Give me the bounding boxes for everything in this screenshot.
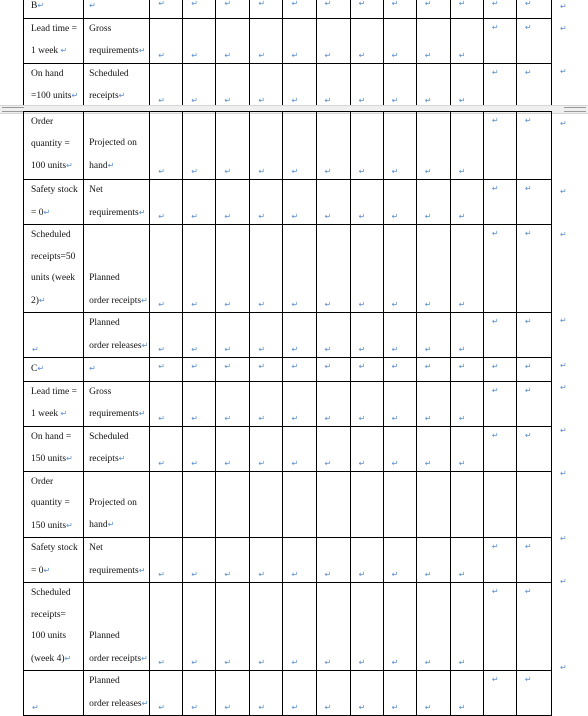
net-requirements-label: Net requirements↵ xyxy=(84,538,150,583)
row-end-mark: ↵ xyxy=(560,187,567,196)
item-b-scheduled-receipts-row: On hand =100 units↵ Scheduled receipts↵ ↵ ↵ ↵ ↵ ↵ ↵ ↵ ↵ ↵ ↵ ↵ ↵ xyxy=(24,63,552,108)
item-c-scheduled-receipts-cell: Scheduled receipts= 100 units (week 4)↵ xyxy=(24,583,84,671)
item-c-label: C xyxy=(31,364,38,374)
gross-requirements-label: Gross requirements↵ xyxy=(84,381,150,426)
row-end-mark: ↵ xyxy=(560,383,567,392)
row-end-mark: ↵ xyxy=(560,119,567,128)
scheduled-receipts-label: Scheduled receipts↵ xyxy=(84,426,150,471)
item-b-lead-time-cell: Lead time = 1 week ↵ xyxy=(24,18,84,63)
projected-on-hand-label: Projected on hand↵ xyxy=(84,471,150,538)
planned-order-releases-label: Planned order releases↵ xyxy=(84,671,150,716)
item-c-header-cell: C↵ xyxy=(24,358,84,382)
planned-order-receipts-label: Planned order receipts↵ xyxy=(84,583,150,671)
item-c-planned-order-receipts-row: Scheduled receipts= 100 units (week 4)↵ Planned order receipts↵ ↵ ↵ ↵ ↵ ↵ ↵ ↵ ↵ ↵ ↵ ↵ ↵ xyxy=(24,583,552,671)
item-c-scheduled-receipts-row: On hand = 150 units↵ Scheduled receipts↵ ↵ ↵ ↵ ↵ ↵ ↵ ↵ ↵ ↵ ↵ ↵ ↵ xyxy=(24,426,552,471)
item-c-lead-time-cell: Lead time = 1 week ↵ xyxy=(24,381,84,426)
item-c-order-quantity-cell: Order quantity = 150 units↵ xyxy=(24,471,84,538)
row-end-mark: ↵ xyxy=(560,2,567,11)
item-b-safety-stock-cell: Safety stock = 0↵ xyxy=(24,180,84,225)
item-c-planned-order-releases-row: ↵ Planned order releases↵ ↵ ↵ ↵ ↵ ↵ ↵ ↵ ↵ ↵ ↵ ↵ ↵ xyxy=(24,671,552,716)
item-c-safety-stock-cell: Safety stock = 0↵ xyxy=(24,538,84,583)
page-break-mark-left xyxy=(2,107,24,112)
row-end-mark: ↵ xyxy=(560,361,567,370)
planned-order-releases-label: Planned order releases↵ xyxy=(84,313,150,358)
item-b-order-quantity-cell: Order quantity = 100 units↵ xyxy=(24,112,84,180)
item-b-scheduled-receipts-cell: Scheduled receipts=50 units (week 2)↵ xyxy=(24,225,84,313)
row-end-mark: ↵ xyxy=(560,663,567,672)
mrp-table-b-c xyxy=(23,111,552,716)
row-end-mark: ↵ xyxy=(560,577,567,586)
mrp-table-b-top xyxy=(23,0,552,109)
item-b-on-hand-cell: On hand =100 units↵ xyxy=(24,63,84,108)
item-c-net-requirements-row: Safety stock = 0↵ Net requirements↵ ↵ ↵ ↵ ↵ ↵ ↵ ↵ ↵ ↵ ↵ ↵ ↵ xyxy=(24,538,552,583)
projected-on-hand-label: Projected on hand↵ xyxy=(84,112,150,180)
item-b-header-row: B↵ ↵ ↵ ↵ ↵ ↵ ↵ ↵ ↵ ↵ ↵ ↵ ↵ ↵ xyxy=(24,0,552,18)
item-c-on-hand-cell: On hand = 150 units↵ xyxy=(24,426,84,471)
gross-requirements-label: Gross requirements↵ xyxy=(84,18,150,63)
page-break-mark-right xyxy=(564,107,586,112)
item-b-header-cell: B↵ xyxy=(24,0,84,18)
net-requirements-label: Net requirements↵ xyxy=(84,180,150,225)
item-b-projected-on-hand-row: Order quantity = 100 units↵ Projected on hand↵ ↵ ↵ ↵ ↵ ↵ ↵ ↵ ↵ ↵ ↵ ↵ ↵ xyxy=(24,112,552,180)
row-end-mark: ↵ xyxy=(560,469,567,478)
item-c-header-row: C↵ ↵ ↵ ↵ ↵ ↵ ↵ ↵ ↵ ↵ ↵ ↵ ↵ ↵ xyxy=(24,358,552,382)
item-b-gross-requirements-row: Lead time = 1 week ↵ Gross requirements↵ ↵ ↵ ↵ ↵ ↵ ↵ ↵ ↵ ↵ ↵ ↵ ↵ xyxy=(24,18,552,63)
scheduled-receipts-label: Scheduled receipts↵ xyxy=(84,63,150,108)
row-end-mark: ↵ xyxy=(560,426,567,435)
item-c-gross-requirements-row: Lead time = 1 week ↵ Gross requirements↵ ↵ ↵ ↵ ↵ ↵ ↵ ↵ ↵ ↵ ↵ ↵ ↵ xyxy=(24,381,552,426)
row-end-mark: ↵ xyxy=(560,316,567,325)
row-end-mark: ↵ xyxy=(560,67,567,76)
item-b-planned-order-receipts-row: Scheduled receipts=50 units (week 2)↵ Planned order receipts↵ ↵ ↵ ↵ ↵ ↵ ↵ ↵ ↵ ↵ ↵ ↵ ↵ xyxy=(24,225,552,313)
item-b-label: B xyxy=(31,1,38,11)
row-end-mark: ↵ xyxy=(560,230,567,239)
row-end-mark: ↵ xyxy=(560,24,567,33)
item-b-net-requirements-row: Safety stock = 0↵ Net requirements↵ ↵ ↵ ↵ ↵ ↵ ↵ ↵ ↵ ↵ ↵ ↵ ↵ xyxy=(24,180,552,225)
planned-order-receipts-label: Planned order receipts↵ xyxy=(84,225,150,313)
item-c-projected-on-hand-row xyxy=(24,471,552,538)
row-end-mark: ↵ xyxy=(560,534,567,543)
item-b-planned-order-releases-row: ↵ Planned order releases↵ ↵ ↵ ↵ ↵ ↵ ↵ ↵ ↵ ↵ ↵ ↵ ↵ xyxy=(24,313,552,358)
